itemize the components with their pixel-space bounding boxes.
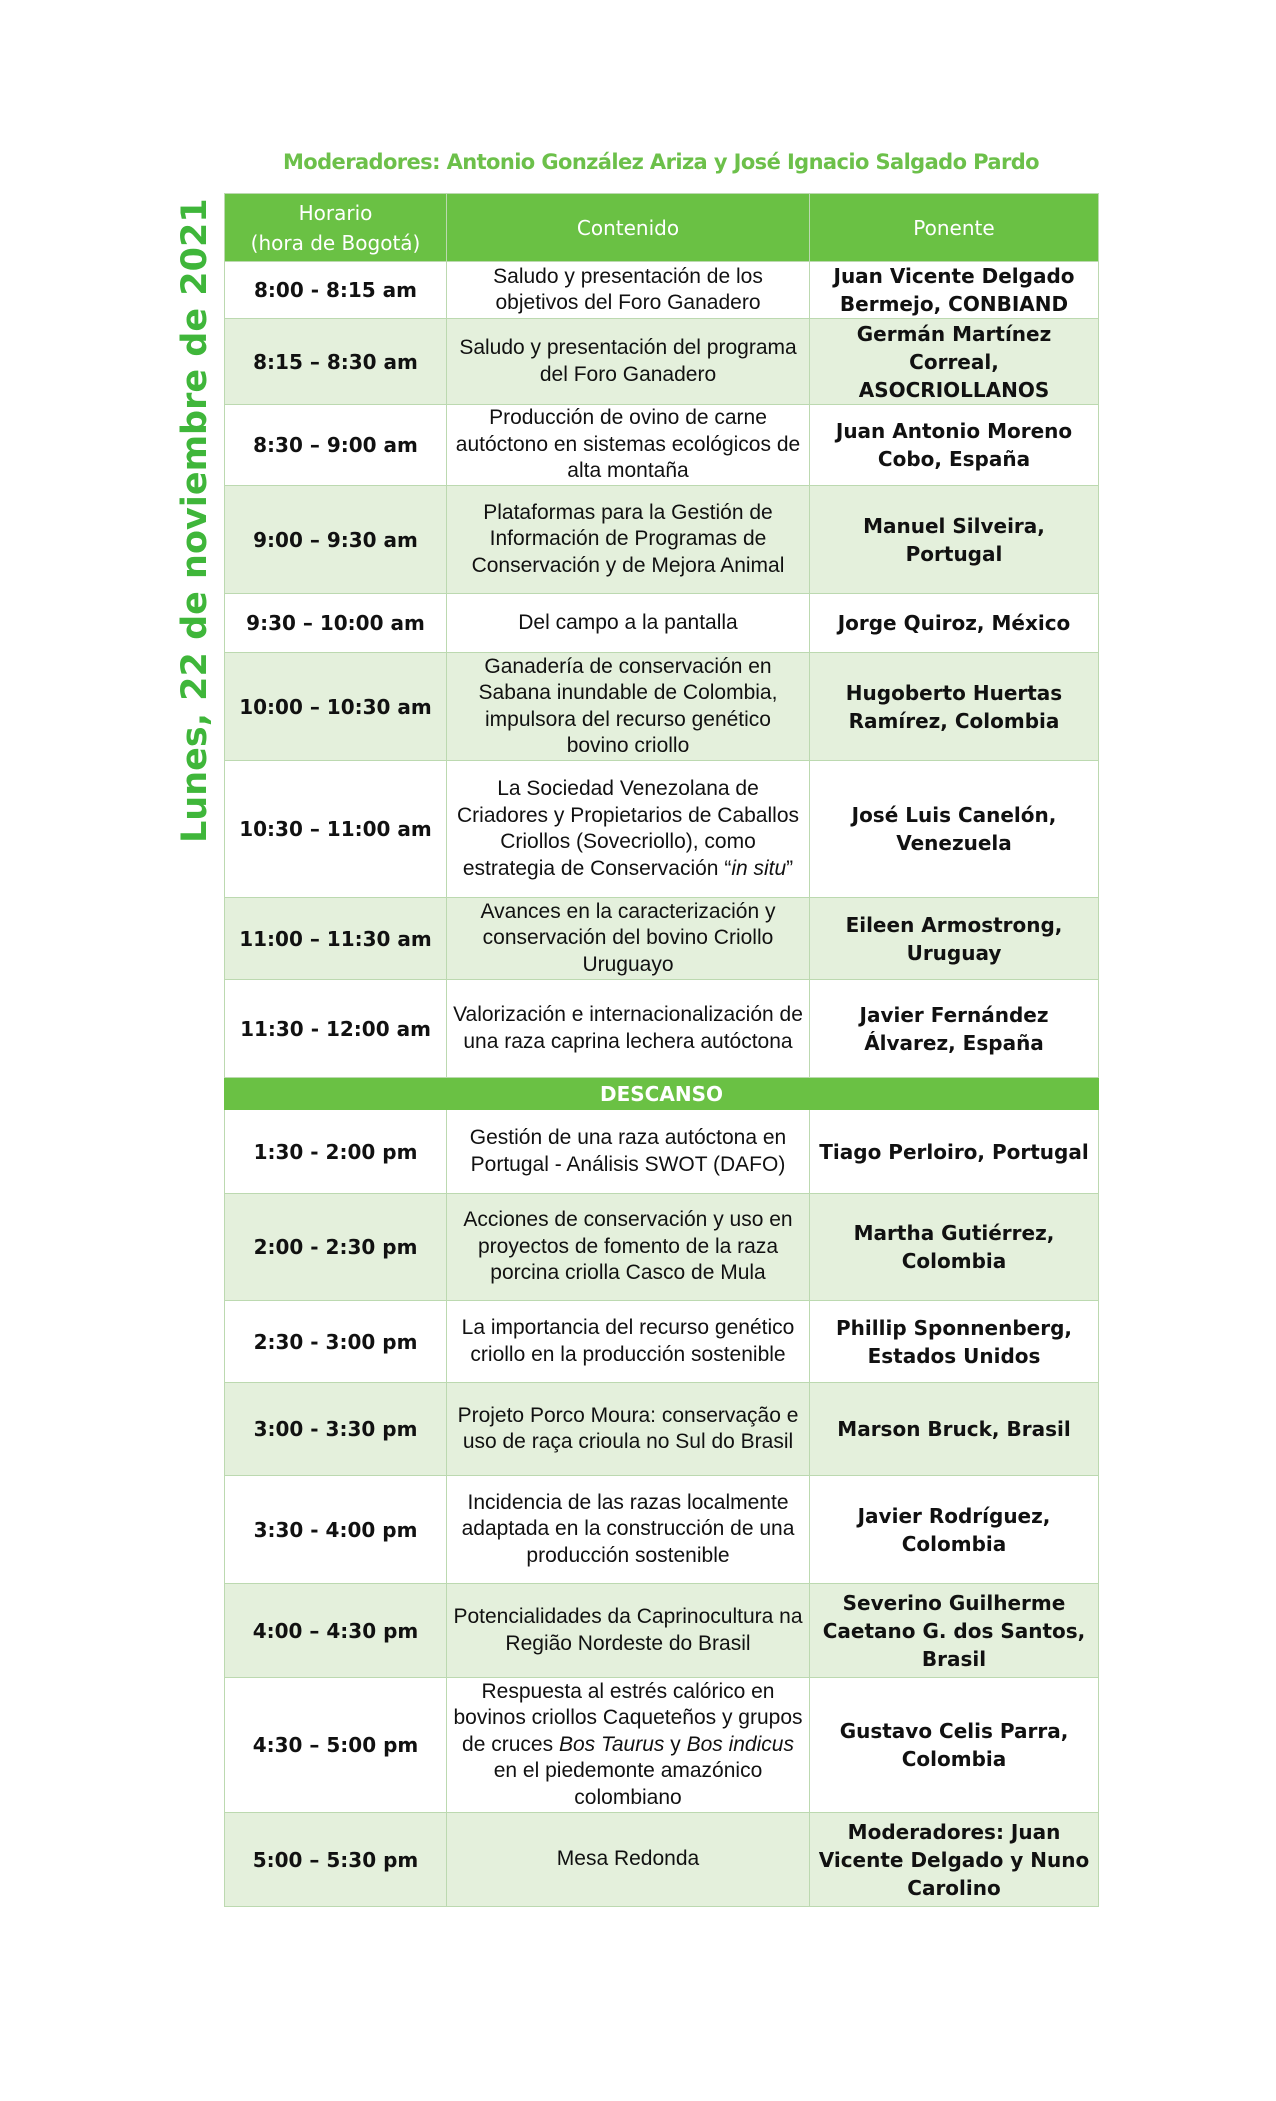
row-speaker: Marson Bruck, Brasil <box>810 1383 1099 1476</box>
row-content-text: La Sociedad Venezolana de Criadores y Propietarios de Caballos Criollos (Sovecriollo), como estrategia de Conservación “ <box>457 777 799 880</box>
row-content-italic: Bos Taurus <box>558 1732 665 1756</box>
row-content: Gestión de una raza autóctona en Portugal - Análisis SWOT (DAFO) <box>447 1110 810 1194</box>
row-content: La importancia del recurso genético criollo en la producción sostenible <box>447 1301 810 1383</box>
table-row <box>225 1194 1099 1301</box>
header-time-line1: Horario <box>298 200 373 225</box>
row-speaker: Tiago Perloiro, Portugal <box>810 1110 1099 1194</box>
table-row <box>225 1476 1099 1584</box>
row-time: 3:00 - 3:30 pm <box>225 1383 447 1476</box>
break-label: DESCANSO <box>225 1078 1099 1110</box>
row-content: Mesa Redonda <box>447 1813 810 1907</box>
table-row <box>225 1301 1099 1383</box>
row-content-italic: in situ <box>731 856 787 880</box>
row-content: Ganadería de conservación en Sabana inundable de Colombia, impulsora del recurso genético bovino criollo <box>447 653 810 761</box>
table-row <box>225 1383 1099 1476</box>
table-row <box>225 1584 1099 1678</box>
row-speaker: Martha Gutiérrez, Colombia <box>810 1194 1099 1301</box>
row-content <box>447 1678 810 1813</box>
row-time: 10:00 – 10:30 am <box>225 653 447 761</box>
row-time: 8:15 – 8:30 am <box>225 319 447 405</box>
row-time: 4:30 – 5:00 pm <box>225 1678 447 1813</box>
table-row <box>225 486 1099 594</box>
row-time: 1:30 - 2:00 pm <box>225 1110 447 1194</box>
row-content-italic: Bos indicus <box>686 1732 794 1756</box>
row-content-text: Respuesta al estrés calórico en bovinos criollos Caqueteños y grupos de cruces <box>453 1679 803 1756</box>
table-row <box>225 262 1099 319</box>
table-row <box>225 1813 1099 1907</box>
row-speaker: Juan Vicente Delgado Bermejo, CONBIAND <box>810 262 1099 319</box>
header-content: Contenido <box>447 194 810 262</box>
table-row <box>225 761 1099 898</box>
row-speaker: Eileen Armostrong, Uruguay <box>810 898 1099 980</box>
header-speaker: Ponente <box>810 194 1099 262</box>
row-speaker: Severino Guilherme Caetano G. dos Santos, Brasil <box>810 1584 1099 1678</box>
row-time: 10:30 – 11:00 am <box>225 761 447 898</box>
row-time: 5:00 – 5:30 pm <box>225 1813 447 1907</box>
row-speaker: Germán Martínez Correal, ASOCRIOLLANOS <box>810 319 1099 405</box>
row-content-text: en el piedemonte amazónico colombiano <box>493 1759 763 1809</box>
row-content <box>447 761 810 898</box>
row-speaker: Javier Rodríguez, Colombia <box>810 1476 1099 1584</box>
row-speaker: José Luis Canelón, Venezuela <box>810 761 1099 898</box>
row-content: Acciones de conservación y uso en proyectos de fomento de la raza porcina criolla Casco de Mula <box>447 1194 810 1301</box>
row-content-text: ” <box>786 856 794 880</box>
row-time: 8:00 - 8:15 am <box>225 262 447 319</box>
row-speaker: Gustavo Celis Parra, Colombia <box>810 1678 1099 1813</box>
row-speaker: Moderadores: Juan Vicente Delgado y Nuno Carolino <box>810 1813 1099 1907</box>
break-row <box>225 1078 1099 1110</box>
table-row <box>225 405 1099 486</box>
table-row <box>225 653 1099 761</box>
row-time: 8:30 – 9:00 am <box>225 405 447 486</box>
row-time: 11:00 – 11:30 am <box>225 898 447 980</box>
row-content-text: y <box>664 1732 687 1756</box>
table-row <box>225 980 1099 1078</box>
row-time: 9:30 – 10:00 am <box>225 594 447 653</box>
schedule-table <box>224 193 1099 1907</box>
header-time-line2: (hora de Bogotá) <box>250 230 421 255</box>
table-row <box>225 1678 1099 1813</box>
row-content: Saludo y presentación de los objetivos del Foro Ganadero <box>447 262 810 319</box>
row-speaker: Jorge Quiroz, México <box>810 594 1099 653</box>
row-time: 11:30 - 12:00 am <box>225 980 447 1078</box>
row-content: Producción de ovino de carne autóctono en sistemas ecológicos de alta montaña <box>447 405 810 486</box>
row-content: Projeto Porco Moura: conservação e uso de raça crioula no Sul do Brasil <box>447 1383 810 1476</box>
row-time: 2:00 - 2:30 pm <box>225 1194 447 1301</box>
row-time: 9:00 – 9:30 am <box>225 486 447 594</box>
row-content: Del campo a la pantalla <box>447 594 810 653</box>
row-content: Saludo y presentación del programa del Foro Ganadero <box>447 319 810 405</box>
table-row <box>225 898 1099 980</box>
row-time: 2:30 - 3:00 pm <box>225 1301 447 1383</box>
row-speaker: Phillip Sponnenberg, Estados Unidos <box>810 1301 1099 1383</box>
row-content: Incidencia de las razas localmente adaptada en la construcción de una producción sostenible <box>447 1476 810 1584</box>
row-time: 3:30 - 4:00 pm <box>225 1476 447 1584</box>
day-label: Lunes, 22 de noviembre de 2021 <box>175 198 215 843</box>
row-speaker: Juan Antonio Moreno Cobo, España <box>810 405 1099 486</box>
row-content: Plataformas para la Gestión de Información de Programas de Conservación y de Mejora Animal <box>447 486 810 594</box>
row-speaker: Hugoberto Huertas Ramírez, Colombia <box>810 653 1099 761</box>
table-row <box>225 1110 1099 1194</box>
row-speaker: Javier Fernández Álvarez, España <box>810 980 1099 1078</box>
table-row <box>225 594 1099 653</box>
row-speaker: Manuel Silveira, Portugal <box>810 486 1099 594</box>
row-content: Avances en la caracterización y conservación del bovino Criollo Uruguayo <box>447 898 810 980</box>
row-content: Potencialidades da Caprinocultura na Região Nordeste do Brasil <box>447 1584 810 1678</box>
header-time <box>225 194 447 262</box>
moderators-heading: Moderadores: Antonio González Ariza y José Ignacio Salgado Pardo <box>283 150 1039 174</box>
table-row <box>225 319 1099 405</box>
row-time: 4:00 – 4:30 pm <box>225 1584 447 1678</box>
row-content: Valorización e internacionalización de una raza caprina lechera autóctona <box>447 980 810 1078</box>
table-header-row <box>225 194 1099 262</box>
